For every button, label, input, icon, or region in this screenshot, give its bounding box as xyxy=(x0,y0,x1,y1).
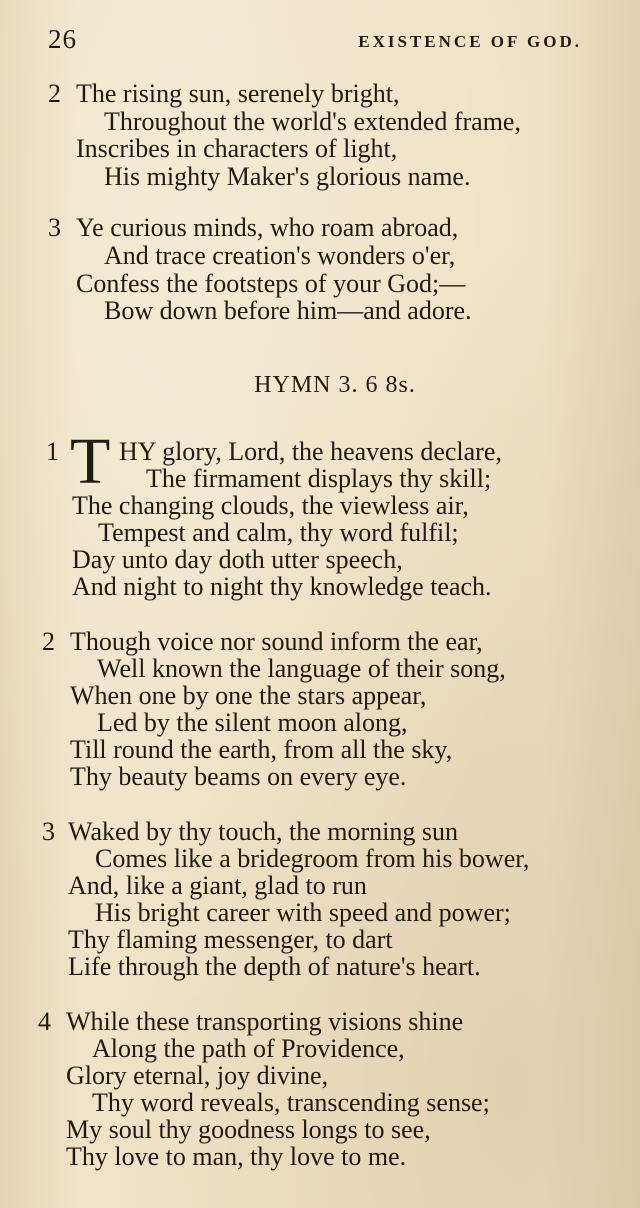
verse-line: My soul thy goodness longs to see, xyxy=(66,1115,431,1144)
verse-line: Along the path of Providence, xyxy=(92,1034,405,1063)
verse-line: While these transporting visions shine xyxy=(66,1007,464,1036)
verse-line: Waked by thy touch, the morning sun xyxy=(68,817,459,846)
verse-line: Led by the silent moon along, xyxy=(97,708,408,737)
verse-line: Ye curious minds, who roam abroad, xyxy=(76,213,459,242)
verse-line: Thy flaming messenger, to dart xyxy=(68,925,393,954)
verse-line: Day unto day doth utter speech, xyxy=(72,545,403,574)
hymn-title: HYMN 3. 6 8s. xyxy=(254,372,416,398)
stanza-number: 3 xyxy=(48,213,61,242)
page-number: 26 xyxy=(48,24,77,54)
verse-line: His bright career with speed and power; xyxy=(95,898,511,927)
verse-line: Thy love to man, thy love to me. xyxy=(66,1142,407,1171)
verse-line: And trace creation's wonders o'er, xyxy=(104,241,456,270)
verse-line: Confess the footsteps of your God;— xyxy=(76,269,466,298)
verse-line: Life through the depth of nature's heart. xyxy=(68,952,481,981)
drop-cap-letter: T xyxy=(70,425,111,498)
verse-line: Bow down before him—and adore. xyxy=(104,296,472,325)
verse-line: When one by one the stars appear, xyxy=(70,681,427,710)
stanza-number: 1 xyxy=(46,437,59,466)
verse-line: Thy word reveals, transcending sense; xyxy=(92,1088,490,1117)
verse-line: HY glory, Lord, the heavens declare, xyxy=(119,437,502,466)
verse-line: The firmament displays thy skill; xyxy=(146,464,492,493)
verse-line: Though voice nor sound inform the ear, xyxy=(70,627,483,656)
running-head: EXISTENCE OF GOD. xyxy=(358,32,582,51)
verse-line: And night to night thy knowledge teach. xyxy=(72,572,492,601)
stanza-number: 2 xyxy=(48,79,61,108)
verse-line: Till round the earth, from all the sky, xyxy=(70,735,453,764)
verse-line: Well known the language of their song, xyxy=(97,654,506,683)
verse-line: The changing clouds, the viewless air, xyxy=(72,491,469,520)
verse-line: And, like a giant, glad to run xyxy=(68,871,367,900)
verse-line: The rising sun, serenely bright, xyxy=(76,79,400,108)
page-header xyxy=(48,24,582,58)
verse-line: Comes like a bridegroom from his bower, xyxy=(95,844,530,873)
stanza-number: 2 xyxy=(42,627,55,656)
verse-line: Thy beauty beams on every eye. xyxy=(70,762,407,791)
stanza-number: 3 xyxy=(42,817,55,846)
verse-line: Throughout the world's extended frame, xyxy=(104,107,521,136)
verse-line: Inscribes in characters of light, xyxy=(76,134,398,163)
verse-line: His mighty Maker's glorious name. xyxy=(104,162,471,191)
verse-line: Glory eternal, joy divine, xyxy=(66,1061,329,1090)
verse-line: Tempest and calm, thy word fulfil; xyxy=(98,518,459,547)
stanza-number: 4 xyxy=(38,1007,51,1036)
